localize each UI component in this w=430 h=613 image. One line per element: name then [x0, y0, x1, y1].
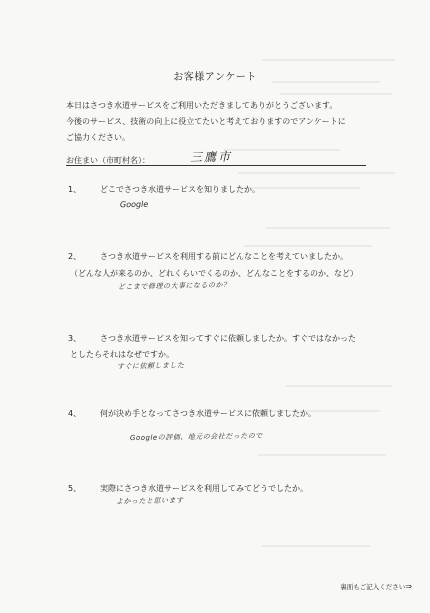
address-label: お住まい（市町村名）：	[66, 156, 150, 165]
question-2-answer: どこまで修理の大事になるのか？	[117, 281, 231, 291]
address-underline	[66, 165, 366, 166]
question-3-number: 3、	[68, 334, 82, 343]
question-5-answer: よかったと思います	[115, 496, 184, 506]
question-3-subtext: としたらそれはなぜですか。	[70, 350, 174, 359]
footer-text: 裏面もご記入ください	[340, 583, 406, 591]
question-2-subtext: （どんな人が来るのか、どれくらいでくるのか、どんなことをするのか、など）	[70, 269, 358, 278]
intro-line-2: 今後のサービス、技術の向上に役立てたいと考えておりますのでアンケートに	[66, 117, 346, 126]
question-5-number: 5、	[68, 484, 82, 493]
question-1-text: どこでさつき水道サービスを知りましたか。	[100, 185, 260, 194]
survey-title: お客様アンケート	[173, 72, 257, 83]
question-4-text: 何が決め手となってさつき水道サービスに依頼しましたか。	[100, 409, 316, 418]
question-4-answer: Googleの評価、地元の会社だったので	[129, 431, 263, 443]
question-1-number: 1、	[68, 185, 82, 194]
continue-on-back-note	[340, 582, 412, 591]
question-2-number: 2、	[68, 252, 82, 261]
question-1-answer: Google	[119, 199, 149, 210]
question-4-number: 4、	[68, 409, 82, 418]
question-3-answer: すぐに依頼しました	[116, 361, 185, 371]
address-handwritten-answer: 三鷹市	[189, 149, 233, 165]
question-2-text: さつき水道サービスを利用する前にどんなことを考えていましたか。	[100, 252, 348, 261]
intro-line-1: 本日はさつき水道サービスをご利用いただきましてありがとうございます。	[66, 101, 338, 110]
double-arrow-right-icon: ⇒	[405, 582, 412, 591]
question-5-text: 実際にさつき水道サービスを利用してみてどうでしたか。	[100, 484, 308, 493]
question-3-text: さつき水道サービスを知ってすぐに依頼しましたか。すぐではなかった	[100, 334, 356, 343]
intro-line-3: ご協力ください。	[66, 133, 130, 142]
